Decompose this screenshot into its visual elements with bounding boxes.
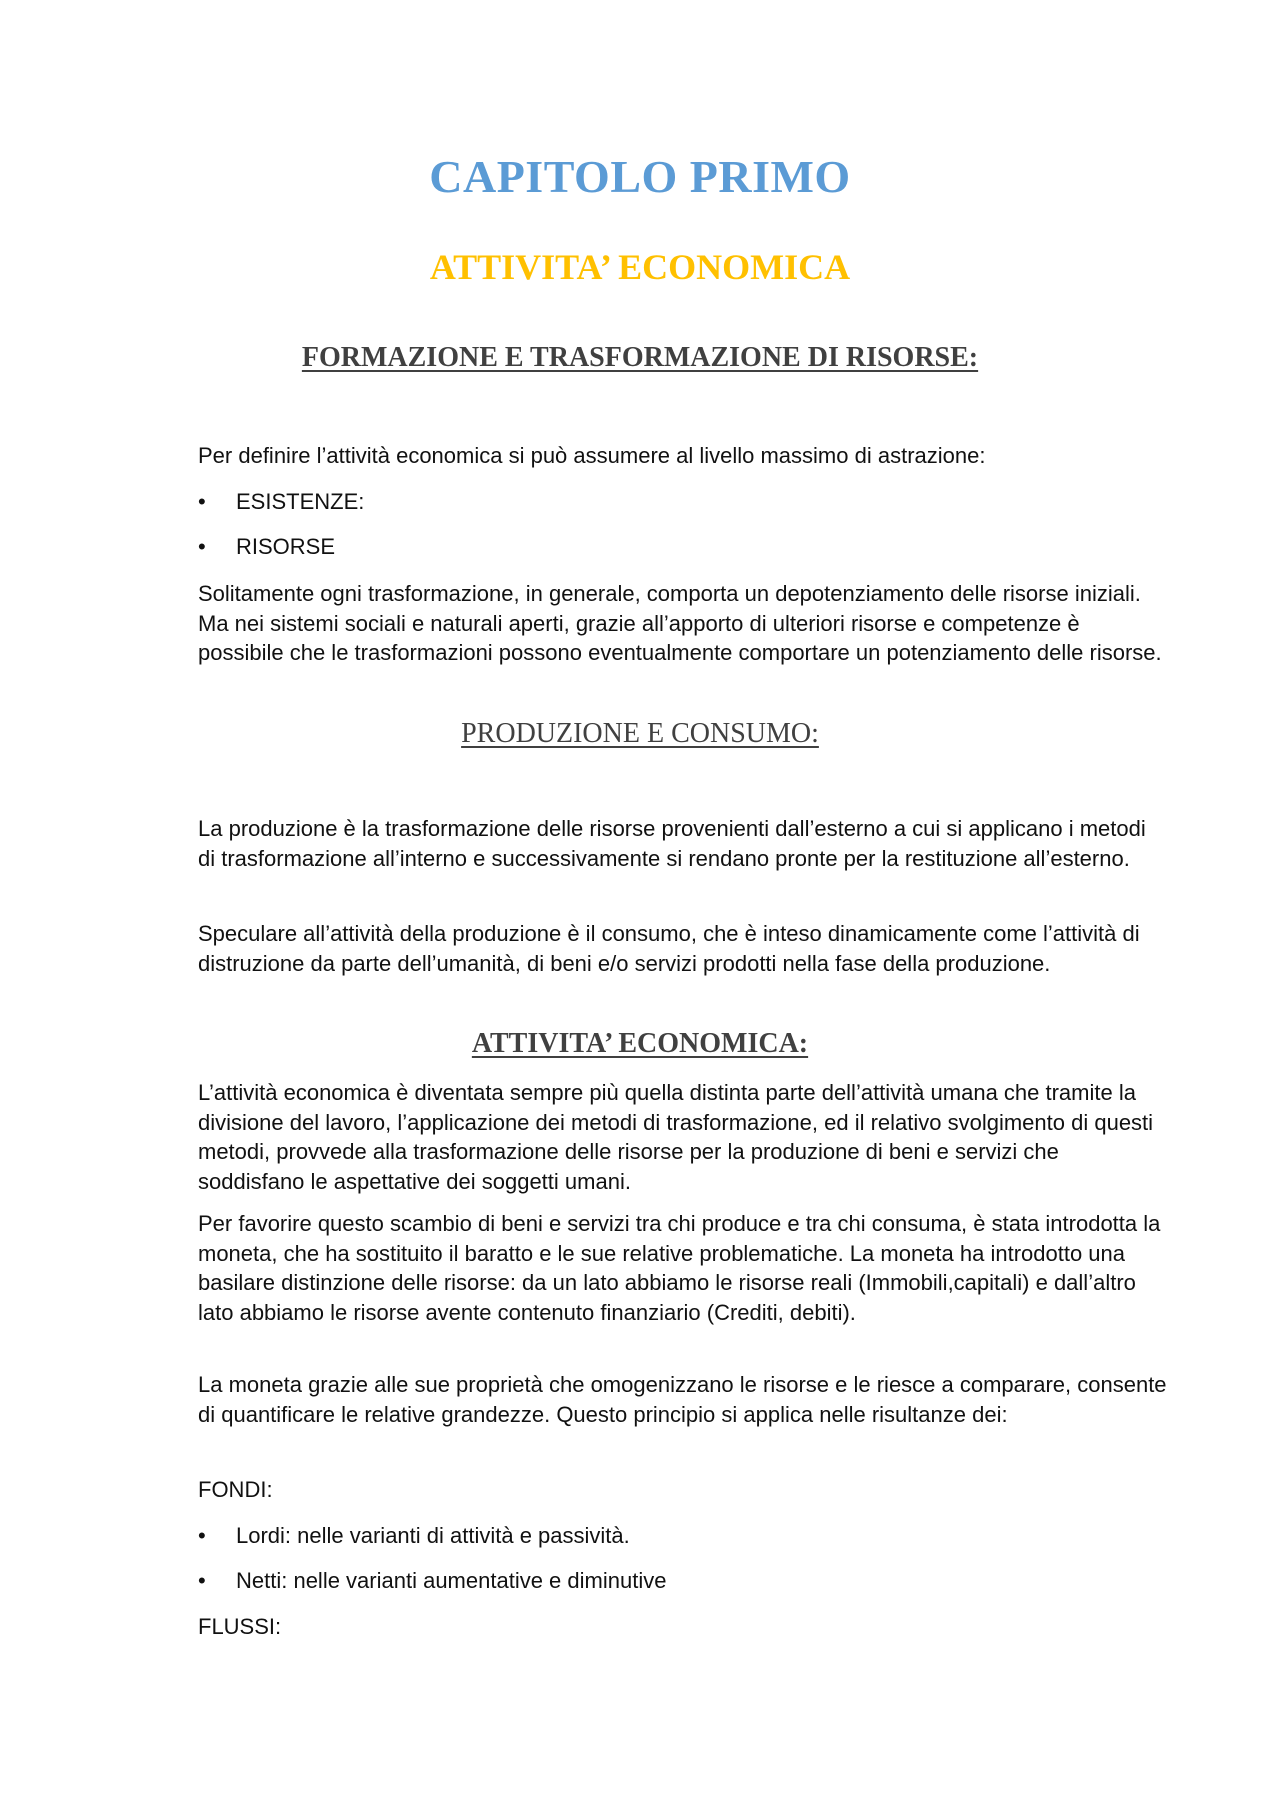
list-item-text: Netti: nelle varianti aumentative e diminutive [236,1568,667,1593]
bullet-icon: • [198,1568,206,1593]
bullet-icon: • [198,534,206,559]
list-item-text: RISORSE [236,534,336,559]
section-heading-formazione-text: FORMAZIONE E TRASFORMAZIONE DI RISORSE: [301,342,979,373]
flussi-label: FLUSSI: [198,1614,282,1639]
fondi-label: FONDI: [198,1477,273,1502]
section-heading-attivita [0,1028,1280,1060]
paragraph-grandezze: La moneta grazie alle sue proprietà che omogenizzano le risorse e le riesce a comparare, consente di quantificare le relative grandezze. Questo principio si applica nelle risultanze dei: [198,1372,1167,1427]
section-heading-produzione-text: PRODUZIONE E CONSUMO: [461,718,819,749]
paragraph-trasformazione: Solitamente ogni trasformazione, in generale, comporta un depotenziamento delle risorse iniziali. Ma nei sistemi sociali e naturali aperti, grazie all’apporto di ulteriori risorse e competenze è possibile che le trasformazioni possono eventualmente comportare un potenziamento delle risorse. [198,581,1162,665]
paragraph-attivita: L’attività economica è diventata sempre più quella distinta parte dell’attività umana che tramite la divisione del lavoro, l’applicazione dei metodi di trasformazione, ed il relativo svolgimento di questi metodi, provvede alla trasformazione delle risorse per la produzione di beni e servizi che soddisfano le aspettative dei soggetti umani. [198,1080,1154,1194]
document-title: ATTIVITA’ ECONOMICA [429,247,851,287]
section-heading-attivita-text: ATTIVITA’ ECONOMICA: [471,1028,809,1059]
section-heading-produzione [0,718,1280,750]
section-heading-formazione [0,342,1280,374]
bullet-icon: • [198,489,206,514]
paragraph-produzione: La produzione è la trasformazione delle risorse provenienti dall’esterno a cui si applicano i metodi di trasformazione all’interno e successivamente si rendano pronte per la restituzione all’esterno. [198,816,1146,871]
bullet-icon: • [198,1523,206,1548]
list-item-text: Lordi: nelle varianti di attività e passività. [236,1523,630,1548]
paragraph-moneta: Per favorire questo scambio di beni e servizi tra chi produce e tra chi consuma, è stata introdotta la moneta, che ha sostituito il baratto e le sue relative problematiche. La moneta ha introdotto una basilare distinzione delle risorse: da un lato abbiamo le risorse reali (Immobili,capitali) e dall’altro lato abbiamo le risorse avente contenuto finanziario (Crediti, debiti). [198,1211,1161,1325]
list-item-text: ESISTENZE: [236,489,365,514]
paragraph-consumo: Speculare all’attività della produzione è il consumo, che è inteso dinamicamente come l’attività di distruzione da parte dell’umanità, di beni e/o servizi prodotti nella fase della produzione. [198,921,1140,976]
chapter-heading: CAPITOLO PRIMO [429,151,851,202]
intro-paragraph: Per definire l’attività economica si può assumere al livello massimo di astrazione: [198,443,986,468]
